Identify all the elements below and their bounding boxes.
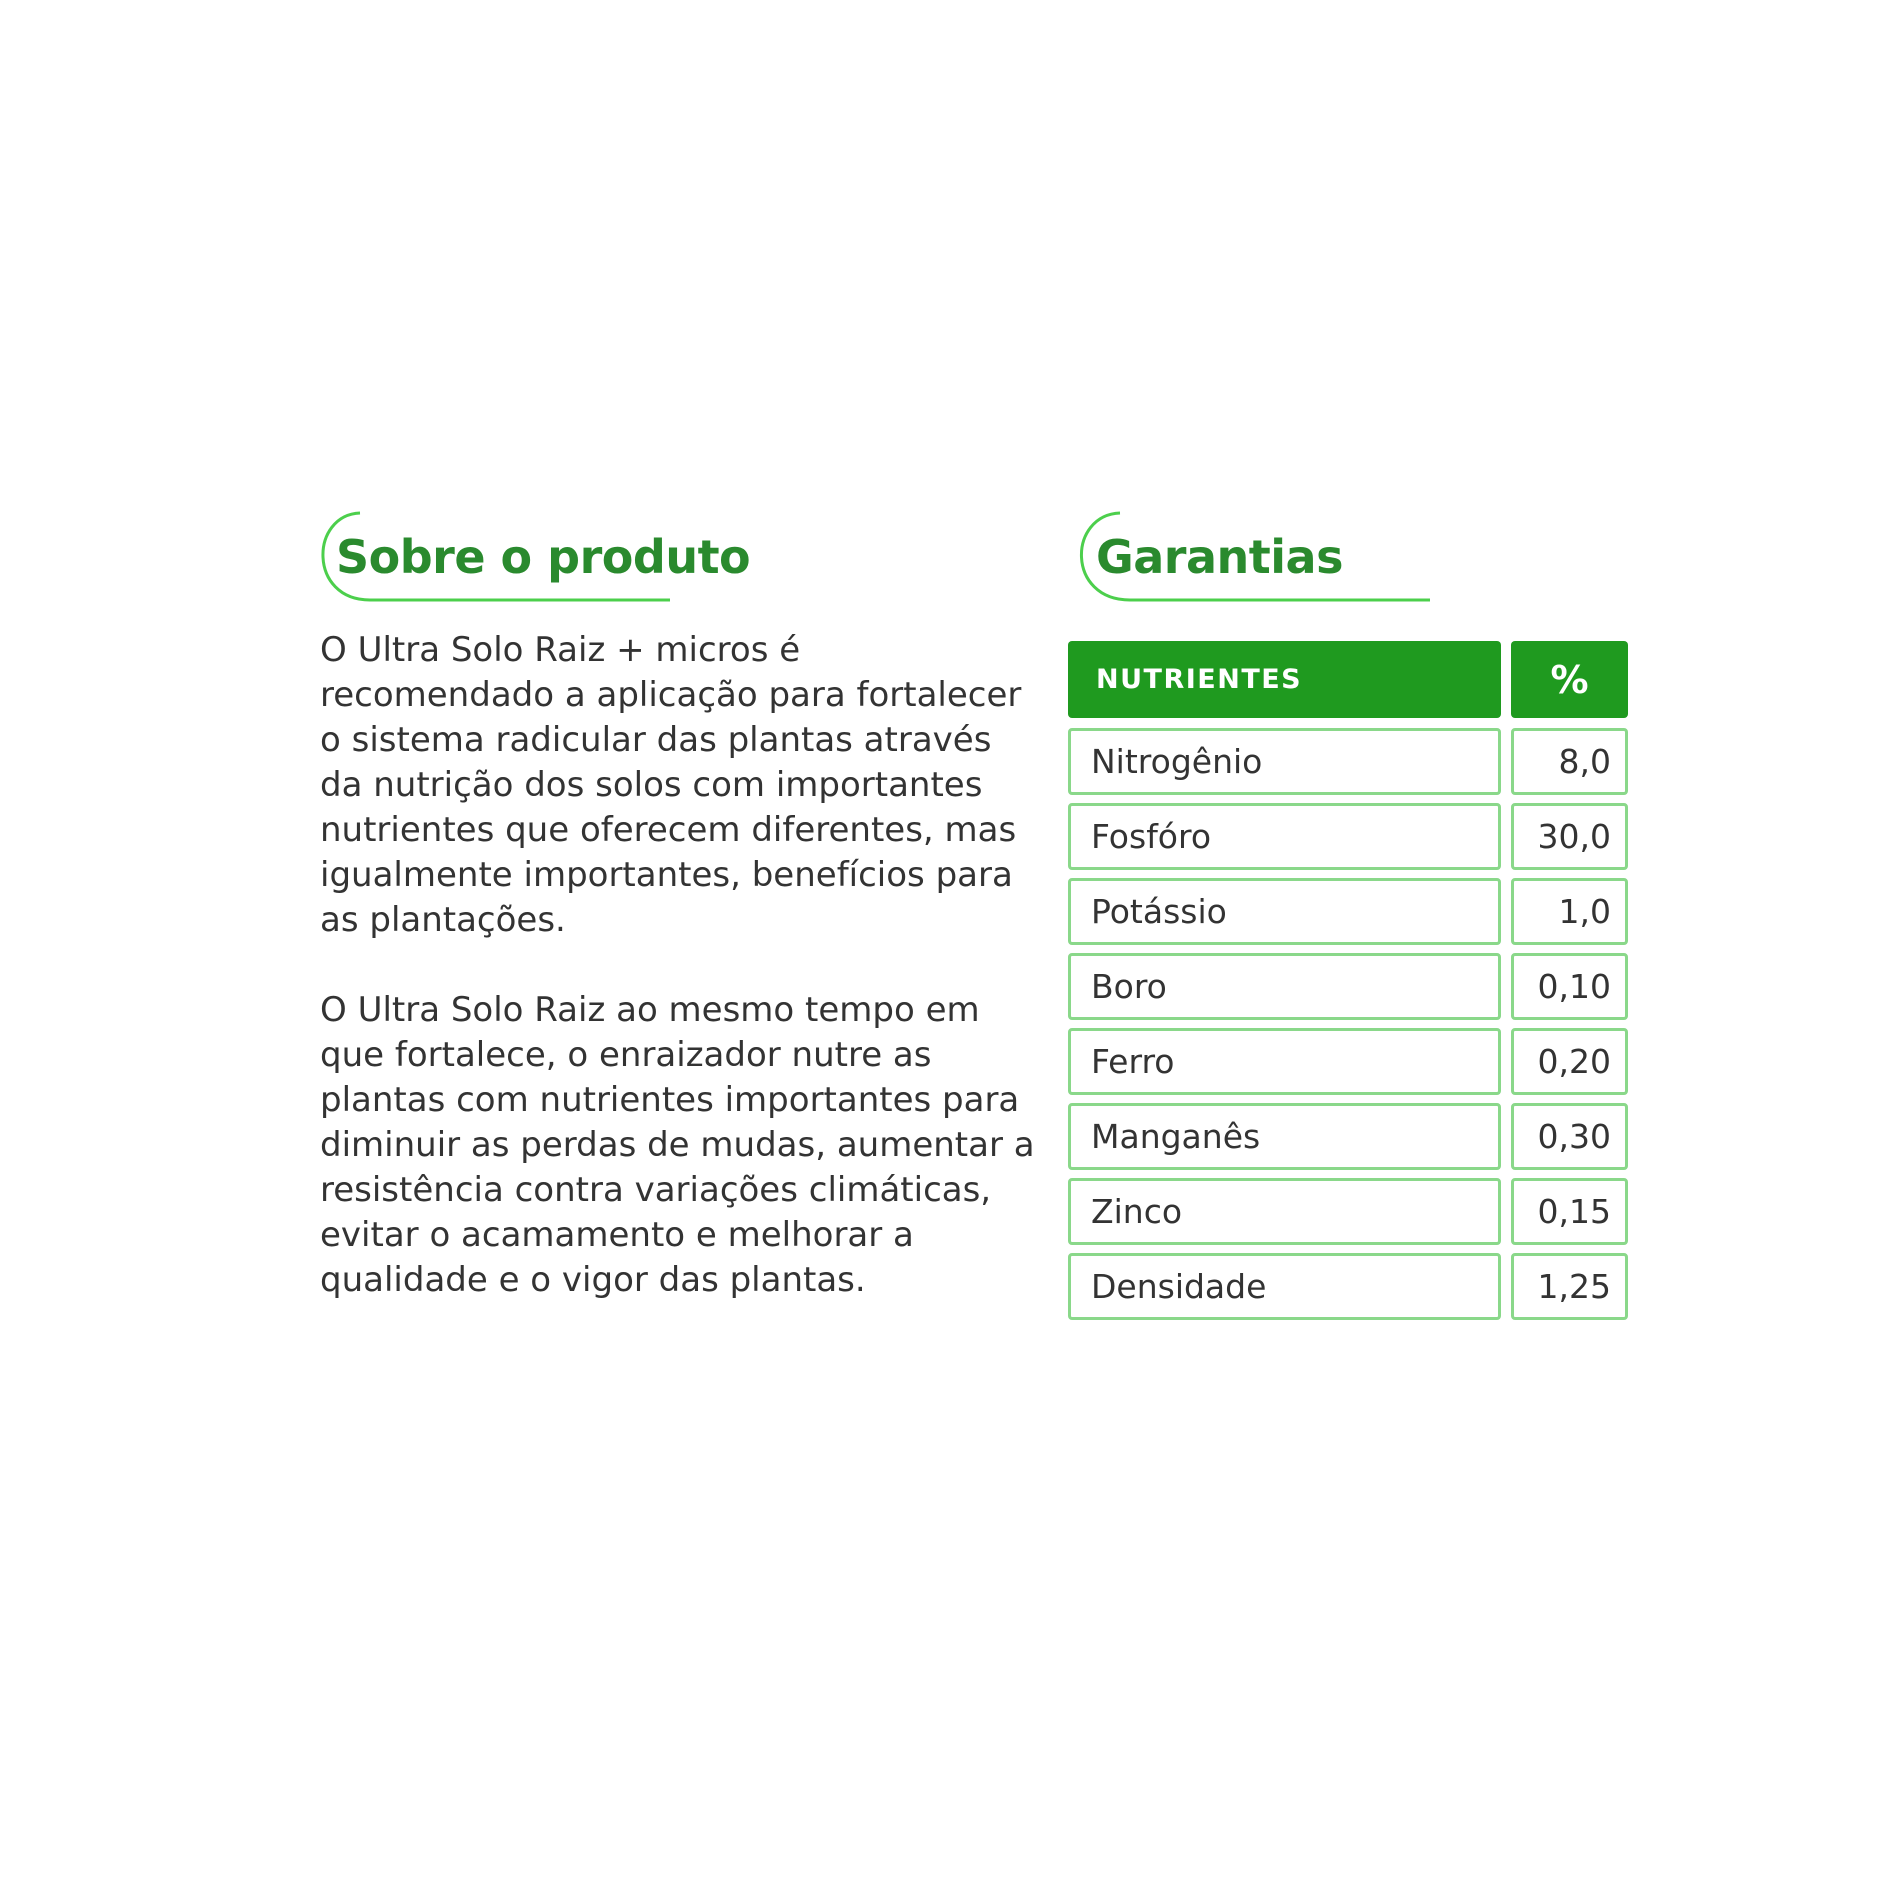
nutrient-name: Boro	[1068, 953, 1501, 1020]
header-nutrients: NUTRIENTES	[1068, 641, 1501, 718]
table-row	[1068, 803, 1630, 870]
nutrient-name: Fosfóro	[1068, 803, 1501, 870]
nutrient-value: 0,10	[1511, 953, 1628, 1020]
about-heading: Sobre o produto	[336, 530, 751, 584]
table-row	[1068, 1103, 1630, 1170]
nutrient-name: Manganês	[1068, 1103, 1501, 1170]
nutrient-value: 0,30	[1511, 1103, 1628, 1170]
nutrient-name: Zinco	[1068, 1178, 1501, 1245]
nutrient-name: Nitrogênio	[1068, 728, 1501, 795]
about-paragraph-2: O Ultra Solo Raiz ao mesmo tempo em que fortalece, o enraizador nutre as plantas com nutrientes importantes para diminuir as perdas de mudas, aumentar a resistência contra variações climáticas, evitar o acamamento e melhorar a qualidade e o vigor das plantas.	[320, 990, 1035, 1300]
table-row	[1068, 953, 1630, 1020]
about-paragraph-1: O Ultra Solo Raiz + micros é recomendado a aplicação para fortalecer o sistema radicular das plantas através da nutrição dos solos com importantes nutrientes que oferecem diferentes, mas igualmente importantes, benefícios para as plantações.	[320, 630, 1022, 940]
nutrient-name: Ferro	[1068, 1028, 1501, 1095]
guarantees-heading: Garantias	[1096, 530, 1343, 584]
nutrient-name: Densidade	[1068, 1253, 1501, 1320]
table-row	[1068, 1028, 1630, 1095]
nutrient-table	[1068, 641, 1630, 1328]
nutrient-value: 0,15	[1511, 1178, 1628, 1245]
nutrient-name: Potássio	[1068, 878, 1501, 945]
table-header	[1068, 641, 1630, 718]
nutrient-value: 8,0	[1511, 728, 1628, 795]
header-percent: %	[1511, 641, 1628, 718]
table-row	[1068, 1178, 1630, 1245]
nutrient-value: 0,20	[1511, 1028, 1628, 1095]
nutrient-value: 30,0	[1511, 803, 1628, 870]
nutrient-value: 1,0	[1511, 878, 1628, 945]
nutrient-value: 1,25	[1511, 1253, 1628, 1320]
table-row	[1068, 728, 1630, 795]
table-row	[1068, 1253, 1630, 1320]
table-row	[1068, 878, 1630, 945]
